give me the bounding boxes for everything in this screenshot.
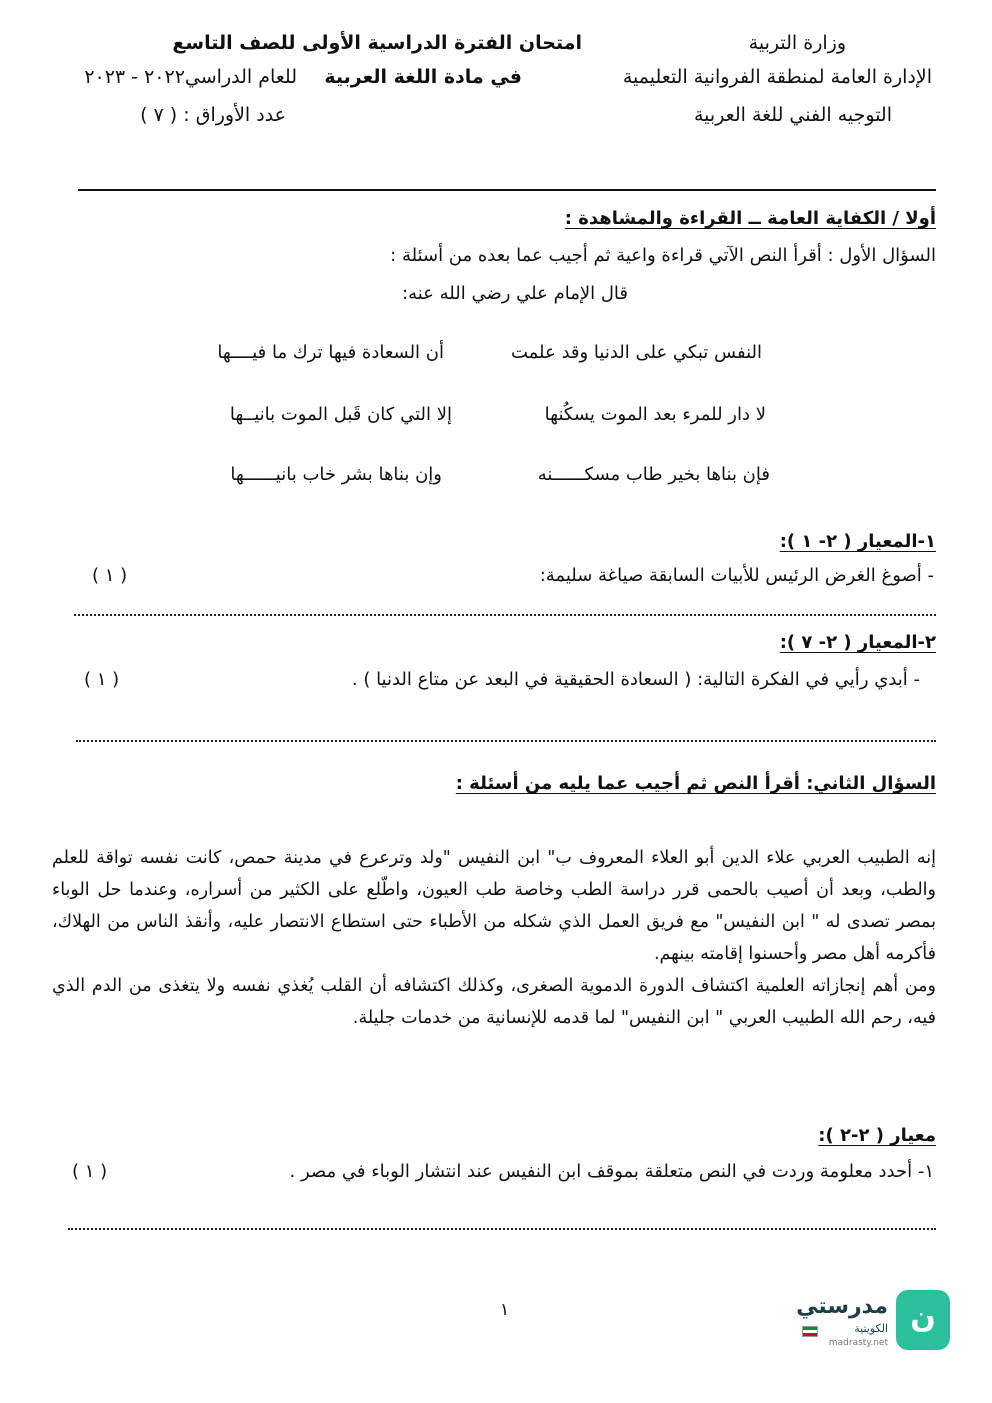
question-one-prompt: السؤال الأول : أقرأ النص الآتي قراءة واعية ثم أجيب عما بعده من أسئلة : bbox=[390, 245, 936, 266]
academic-year: للعام الدراسي٢٠٢٢ - ٢٠٢٣ bbox=[84, 66, 297, 88]
verse-1-second-hemistich: أن السعادة فيها ترك ما فيــــها bbox=[217, 342, 444, 363]
verse-2-second-hemistich: إلا التي كان قَبل الموت بانيــها bbox=[229, 404, 452, 425]
passage-paragraph-2: ومن أهم إنجازاته العلمية اكتشاف الدورة الدموية الصغرى، وكذلك اكتشافه أن القلب يُغذي نفسه ولا يتغذى من الدم الذي فيه، رحم الله الطبيب العربي " ابن النفيس" لما قدمه للإنسانية من خدمات جليلة. bbox=[52, 976, 936, 1028]
criterion-1-mark: ( ١ ) bbox=[92, 565, 128, 586]
criterion-2-mark: ( ١ ) bbox=[84, 669, 120, 690]
logo-name: مدرستي bbox=[796, 1294, 888, 1319]
answer-line-2[interactable] bbox=[76, 740, 936, 742]
answer-line-1[interactable] bbox=[74, 614, 936, 616]
exam-subject: في مادة اللغة العربية bbox=[324, 66, 522, 88]
directorate-name: الإدارة العامة لمنطقة الفروانية التعليمية bbox=[622, 66, 932, 88]
header-divider bbox=[78, 189, 936, 191]
logo-url: madrasty.net bbox=[828, 1338, 888, 1348]
criterion-2-question: - أبدي رأيي في الفكرة التالية: ( السعادة الحقيقية في البعد عن متاع الدنيا ) . bbox=[351, 669, 920, 690]
pages-count: عدد الأوراق : ( ٧ ) bbox=[140, 104, 286, 126]
kuwait-flag-icon bbox=[802, 1326, 818, 1337]
answer-line-3[interactable] bbox=[68, 1228, 936, 1230]
page-number: ١ bbox=[500, 1300, 510, 1320]
logo-subtitle: الكويتية bbox=[854, 1322, 888, 1335]
reading-passage bbox=[52, 842, 936, 1034]
verse-1-first-hemistich: النفس تبكي على الدنيا وقد علمت bbox=[510, 342, 762, 363]
passage-paragraph-1: إنه الطبيب العربي علاء الدين أبو العلاء المعروف ب" ابن النفيس "ولد وترعرع في مدينة حمص، كانت نفسه تواقة للعلم والطب، وبعد أن أصيب بالحمى قرر دراسة الطب وخاصة طب العيون، واطّلع على الكثير من أسراره، وعندما حل الوباء بمصر تصدى له " ابن النفيس" مع فريق العمل الذي شكله من الأطباء حتى استطاع الانتصار عليه، وأنقذ الناس من الهلاك، فأكرمه أهل مصر وأحسنوا إقامته بينهم. bbox=[52, 848, 936, 964]
madrasty-logo bbox=[778, 1290, 950, 1360]
madrasty-logo-icon: ن bbox=[896, 1290, 950, 1350]
guidance-name: التوجيه الفني للغة العربية bbox=[693, 104, 892, 126]
exam-title: امتحان الفترة الدراسية الأولى للصف التاسع bbox=[172, 32, 582, 54]
criterion-3-question: ١- أحدد معلومة وردت في النص متعلقة بموقف ابن النفيس عند انتشار الوباء في مصر . bbox=[289, 1161, 934, 1182]
poem-attribution: قال الإمام علي رضي الله عنه: bbox=[402, 283, 628, 304]
criterion-1-label: ١-المعيار ( ٢- ١ ): bbox=[779, 531, 936, 552]
criterion-3-mark: ( ١ ) bbox=[72, 1161, 108, 1182]
criterion-3-label: معيار ( ٢-٢ ): bbox=[818, 1125, 936, 1146]
verse-3-second-hemistich: وإن بناها بشر خاب بانيــــــها bbox=[230, 464, 442, 485]
question-two-prompt: السؤال الثاني: أقرأ النص ثم أجيب عما يليه من أسئلة : bbox=[455, 773, 936, 794]
criterion-1-question: - أصوغ الغرض الرئيس للأبيات السابقة صياغة سليمة: bbox=[539, 565, 934, 586]
verse-2-first-hemistich: لا دار للمرء بعد الموت يسكُنها bbox=[544, 404, 766, 425]
ministry-name: وزارة التربية bbox=[748, 32, 846, 54]
section-one-title: أولا / الكفاية العامة ــ القراءة والمشاهدة : bbox=[564, 208, 936, 229]
verse-3-first-hemistich: فإن بناها بخير طاب مسكــــــنه bbox=[537, 464, 770, 485]
criterion-2-label: ٢-المعيار ( ٢- ٧ ): bbox=[779, 632, 936, 653]
